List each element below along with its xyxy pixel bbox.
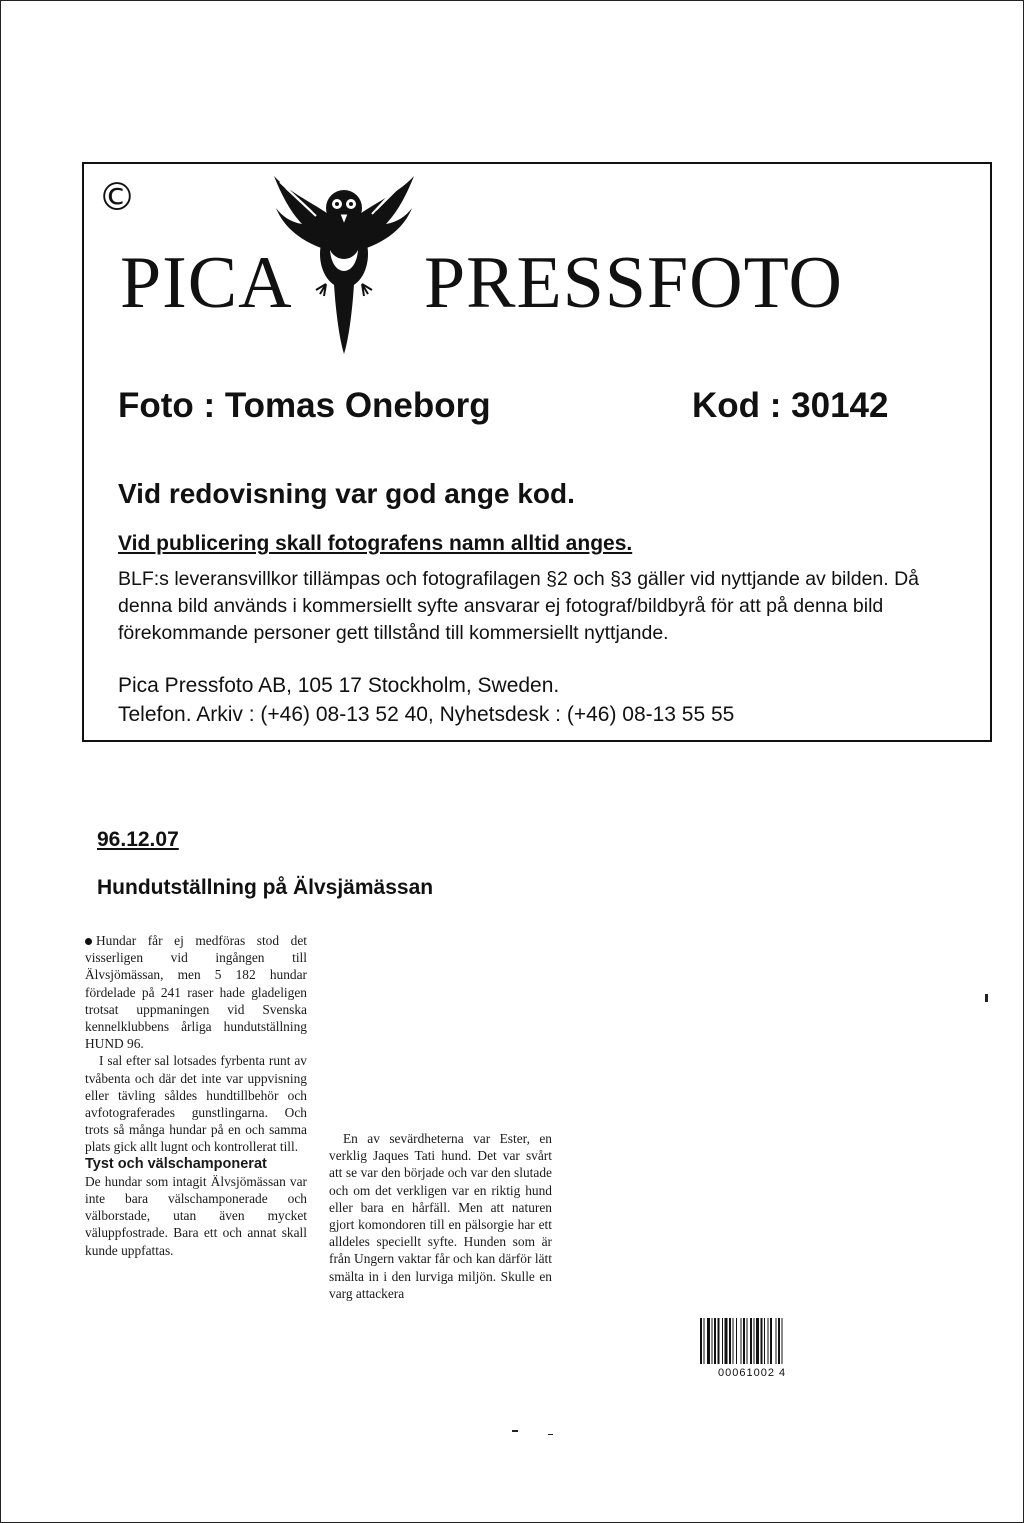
barcode-number: 00061002 4 <box>718 1367 787 1379</box>
code-notice: Vid redovisning var god ange kod. <box>118 478 575 509</box>
clipping-headline: Hundutställning på Älvsjämässan <box>97 876 434 899</box>
clipping-date: 96.12.07 <box>97 828 179 851</box>
article-column-2 <box>329 1130 552 1302</box>
agency-phone: Telefon. Arkiv : (+46) 08-13 52 40, Nyhetsdesk : (+46) 08-13 55 55 <box>118 703 735 726</box>
agency-address: Pica Pressfoto AB, 105 17 Stockholm, Sweden. <box>118 674 560 697</box>
scan-speck <box>548 1434 553 1435</box>
bullet-icon <box>85 938 92 945</box>
archive-barcode <box>700 1318 820 1378</box>
photographer-credit: Foto : Tomas Oneborg <box>118 386 491 425</box>
brand-name-right: PRESSFOTO <box>424 242 843 324</box>
brand-name-left: PICA <box>120 242 293 324</box>
scan-speck <box>985 994 988 1002</box>
copyright-symbol: © <box>98 175 136 219</box>
article-paragraph: I sal efter sal lotsades fyrbenta runt av tvåbenta och där det inte var uppvisning eller tävling såldes hundtillbehör och avfotograferades gunstlingarna. Och trots så många hundar på en och samma plats gick allt lugnt och kontrollerat till. <box>85 1053 307 1155</box>
article-paragraph: De hundar som intagit Älvsjömässan var inte bara välschamponerade och välborstade, utan även mycket väluppfostrade. Bara ett och annat skall kunde uppfattas. <box>85 1173 307 1258</box>
terms-text: BLF:s leveransvillkor tillämpas och fotografilagen §2 och §3 gäller vid nyttjande av bilden. Då denna bild används i kommersiellt syfte ansvarar ej fotograf/bildbyrå för att på denna bild förekommande personer gett tillstånd till kommersiellt nyttjande. <box>118 568 920 644</box>
article-subheading: Tyst och välschamponerat <box>85 1155 267 1172</box>
scan-speck <box>512 1430 518 1432</box>
photo-code: Kod : 30142 <box>692 386 889 425</box>
pressfoto-stamp <box>82 162 992 742</box>
article-paragraph: Hundar får ej medföras stod det visserligen vid ingången till Älvsjömässan, men 5 182 hundar fördelade på 241 raser hade gladeligen trotsat uppmaningen vid Svenska kennelklubbens årliga hundutställning HUND 96. <box>85 933 307 1052</box>
article-paragraph: En av sevärdheterna var Ester, en verklig Jaques Tati hund. Det var svårt att se var den började och var den slutade och om det verkligen var en riktig hund eller bara en hårfäll. Men att naturen gjort komondoren till en pälsorgie har ett alldeles speciellt syfte. Hunden som är från Ungern vaktar får och kan därför lätt smälta in i den lurviga miljön. Skulle en varg attackera <box>329 1131 552 1301</box>
article-column-1 <box>85 932 307 1259</box>
magpie-bird-icon <box>272 166 416 356</box>
credit-notice: Vid publicering skall fotografens namn alltid anges. <box>118 532 633 555</box>
